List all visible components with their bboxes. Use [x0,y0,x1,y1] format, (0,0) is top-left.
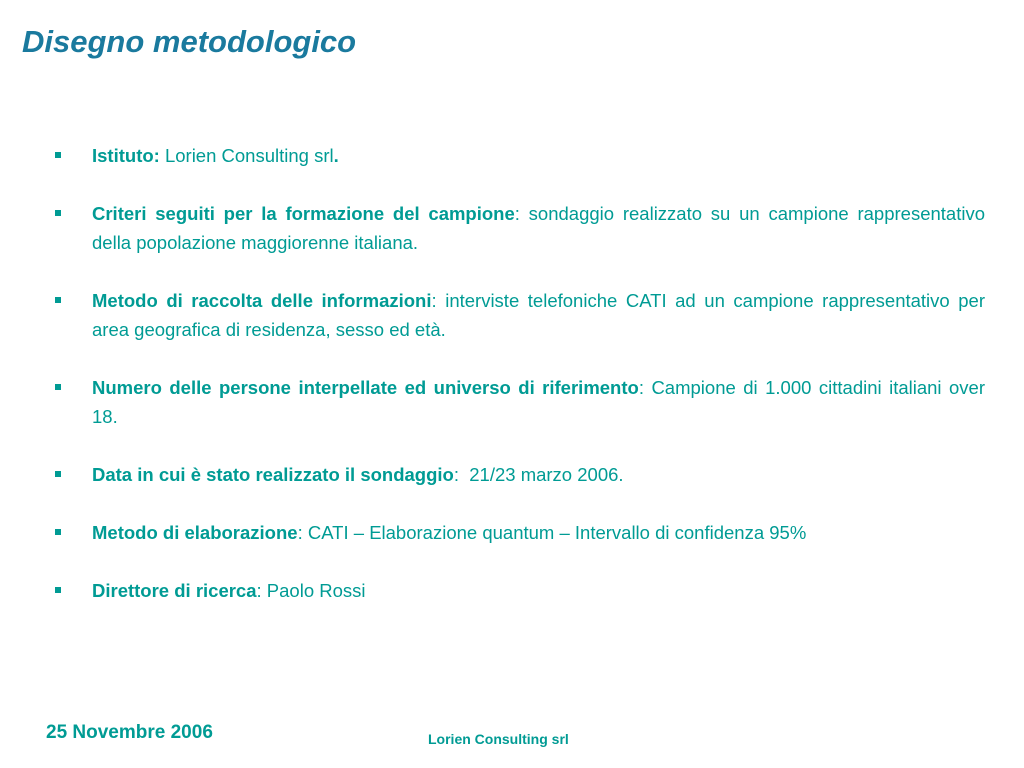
bullet-item-metodo-raccolta [55,286,985,344]
bullet-label: Metodo di raccolta delle informazioni [92,290,432,311]
square-bullet-icon [55,210,61,216]
bullet-item-criteri [55,199,985,257]
bullet-item-data-sondaggio [55,460,985,489]
square-bullet-icon [55,297,61,303]
square-bullet-icon [55,384,61,390]
bullet-item-metodo-elaborazione [55,518,985,547]
bullet-text: : Paolo Rossi [256,580,366,601]
square-bullet-icon [55,471,61,477]
bullet-text: : interviste telefoniche CATI ad un campione rappresentativo per area geografica di residenza, sesso ed età. [92,290,985,340]
slide-title: Disegno metodologico [22,24,357,59]
bullet-label: Criteri seguiti per la formazione del campione [92,203,515,224]
footer-date: 25 Novembre 2006 [46,722,213,743]
bullet-text: Lorien Consulting srl [159,145,334,166]
square-bullet-icon [55,152,61,158]
footer-company: Lorien Consulting srl [428,731,569,747]
square-bullet-icon [55,587,61,593]
bullet-label: Numero delle persone interpellate ed universo di riferimento [92,377,639,398]
bullet-item-direttore [55,576,985,605]
bullet-text: : Campione di 1.000 cittadini italiani over 18. [92,377,986,427]
square-bullet-icon [55,529,61,535]
bullet-label: Data in cui è stato realizzato il sondaggio [92,464,454,485]
bullet-text: : sondaggio realizzato su un campione rappresentativo della popolazione maggiorenne italiana. [92,203,985,253]
bullet-item-numero-persone [55,373,985,431]
bullet-text: : 21/23 marzo 2006. [453,464,624,485]
bullet-label: Metodo di elaborazione [92,522,298,543]
bullet-label: Istituto: [92,145,160,166]
bullet-tail: . [333,145,339,166]
bullet-item-istituto [55,141,985,170]
bullet-label: Direttore di ricerca [92,580,257,601]
methodology-list [55,141,985,634]
bullet-text: : CATI – Elaborazione quantum – Intervallo di confidenza 95% [297,522,807,543]
